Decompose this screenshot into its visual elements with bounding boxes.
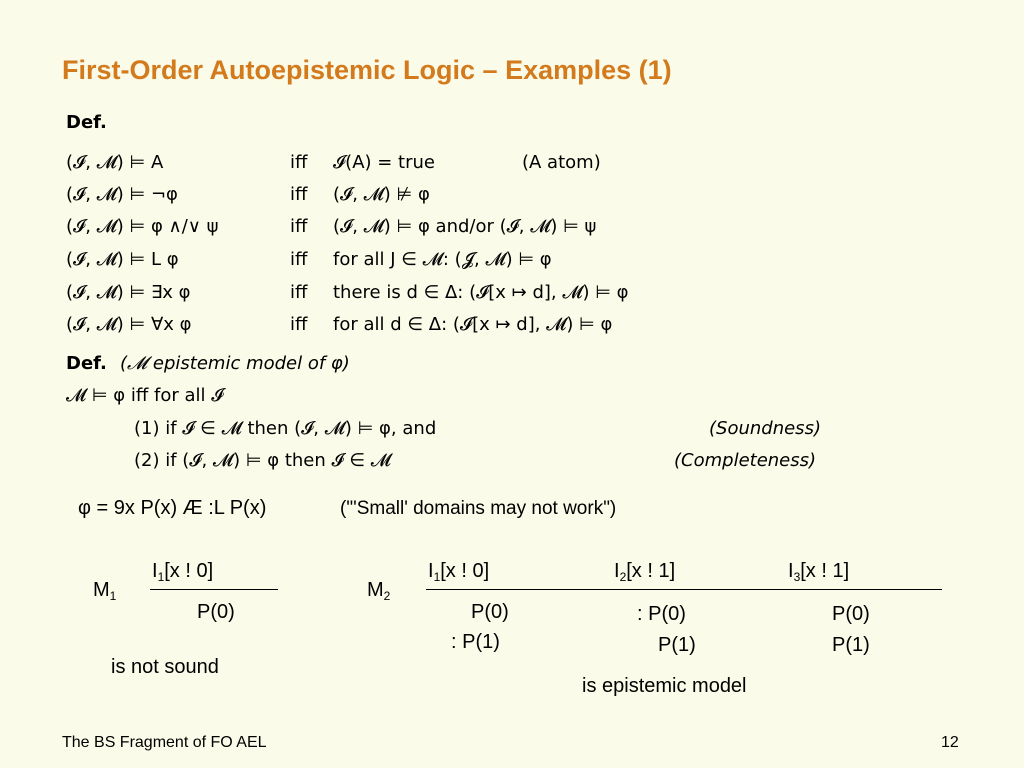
rule-note: (A atom) <box>522 152 601 173</box>
rule-lhs: (𝓘, 𝓜) ⊨ A <box>66 152 164 173</box>
m2-interpretation-2: $I_2[x$ ! 1] <box>614 560 676 584</box>
m1-divider <box>150 589 278 590</box>
rule-lhs: (𝓘, 𝓜) ⊨ L φ <box>66 249 179 270</box>
m1-verdict: is not sound <box>111 656 219 678</box>
m2-fact: P(0) <box>471 601 509 623</box>
completeness-condition: (2) if (𝓘, 𝓜) ⊨ φ then 𝓘 ∈ 𝓜 <box>134 450 391 471</box>
m2-fact: : P(0) <box>637 603 686 625</box>
m2-fact: P(0) <box>832 603 870 625</box>
soundness-condition: (1) if 𝓘 ∈ 𝓜 then (𝓘, 𝓜) ⊨ φ, and <box>134 418 437 439</box>
m2-divider <box>426 589 942 590</box>
rule-lhs: (𝓘, 𝓜) ⊨ ∀x φ <box>66 314 192 335</box>
m2-fact: P(1) <box>658 634 696 656</box>
m1-fact: P(0) <box>197 601 235 623</box>
m2-verdict: is epistemic model <box>582 675 747 697</box>
slide-title: First-Order Autoepistemic Logic – Examples (1) <box>62 55 672 85</box>
rule-iff: iff <box>290 249 308 270</box>
model-m1-label: $M_1$ <box>93 579 117 603</box>
rule-rhs: (𝓘, 𝓜) ⊭ φ <box>333 184 430 205</box>
rule-iff: iff <box>290 216 308 237</box>
def-heading: (𝓜 epistemic model of φ) <box>120 353 350 374</box>
rule-iff: iff <box>290 184 308 205</box>
rule-lhs: (𝓘, 𝓜) ⊨ φ ∧/∨ ψ <box>66 216 219 237</box>
completeness-note: (Completeness) <box>674 450 817 471</box>
rule-rhs: 𝓘(A) = true <box>333 152 435 173</box>
rule-iff: iff <box>290 314 308 335</box>
m2-interpretation-1: $I_1[x$ ! 0] <box>428 560 490 584</box>
soundness-note: (Soundness) <box>709 418 821 439</box>
rule-rhs: for all J ∈ 𝓜: (𝓙, 𝓜) ⊨ φ <box>333 249 552 270</box>
rule-iff: iff <box>290 152 308 173</box>
m1-interpretation: $I_1[x$ ! 0] <box>152 560 214 584</box>
m2-fact: : P(1) <box>451 631 500 653</box>
model-m2-label: $M_2$ <box>367 579 391 603</box>
def-line: 𝓜 ⊨ φ iff for all 𝓘 <box>66 385 224 406</box>
page-number: 12 <box>941 734 959 751</box>
rule-lhs: (𝓘, 𝓜) ⊨ ∃x φ <box>66 282 191 303</box>
example-comment: ("'Small' domains may not work") <box>340 498 617 519</box>
rule-iff: iff <box>290 282 308 303</box>
def-label: Def. <box>66 112 107 133</box>
footer-title: The BS Fragment of FO AEL <box>62 734 267 751</box>
m2-fact: P(1) <box>832 634 870 656</box>
rule-rhs: for all d ∈ Δ: (𝓘[x ↦ d], 𝓜) ⊨ φ <box>333 314 613 335</box>
m2-interpretation-3: $I_3[x$ ! 1] <box>788 560 850 584</box>
rule-lhs: (𝓘, 𝓜) ⊨ ¬φ <box>66 184 178 205</box>
rule-rhs: there is d ∈ Δ: (𝓘[x ↦ d], 𝓜) ⊨ φ <box>333 282 629 303</box>
rule-rhs: (𝓘, 𝓜) ⊨ φ and/or (𝓘, 𝓜) ⊨ ψ <box>333 216 597 237</box>
example-formula: φ = 9x P(x) Æ :L P(x) <box>78 497 267 519</box>
def-label: Def. <box>66 353 107 374</box>
